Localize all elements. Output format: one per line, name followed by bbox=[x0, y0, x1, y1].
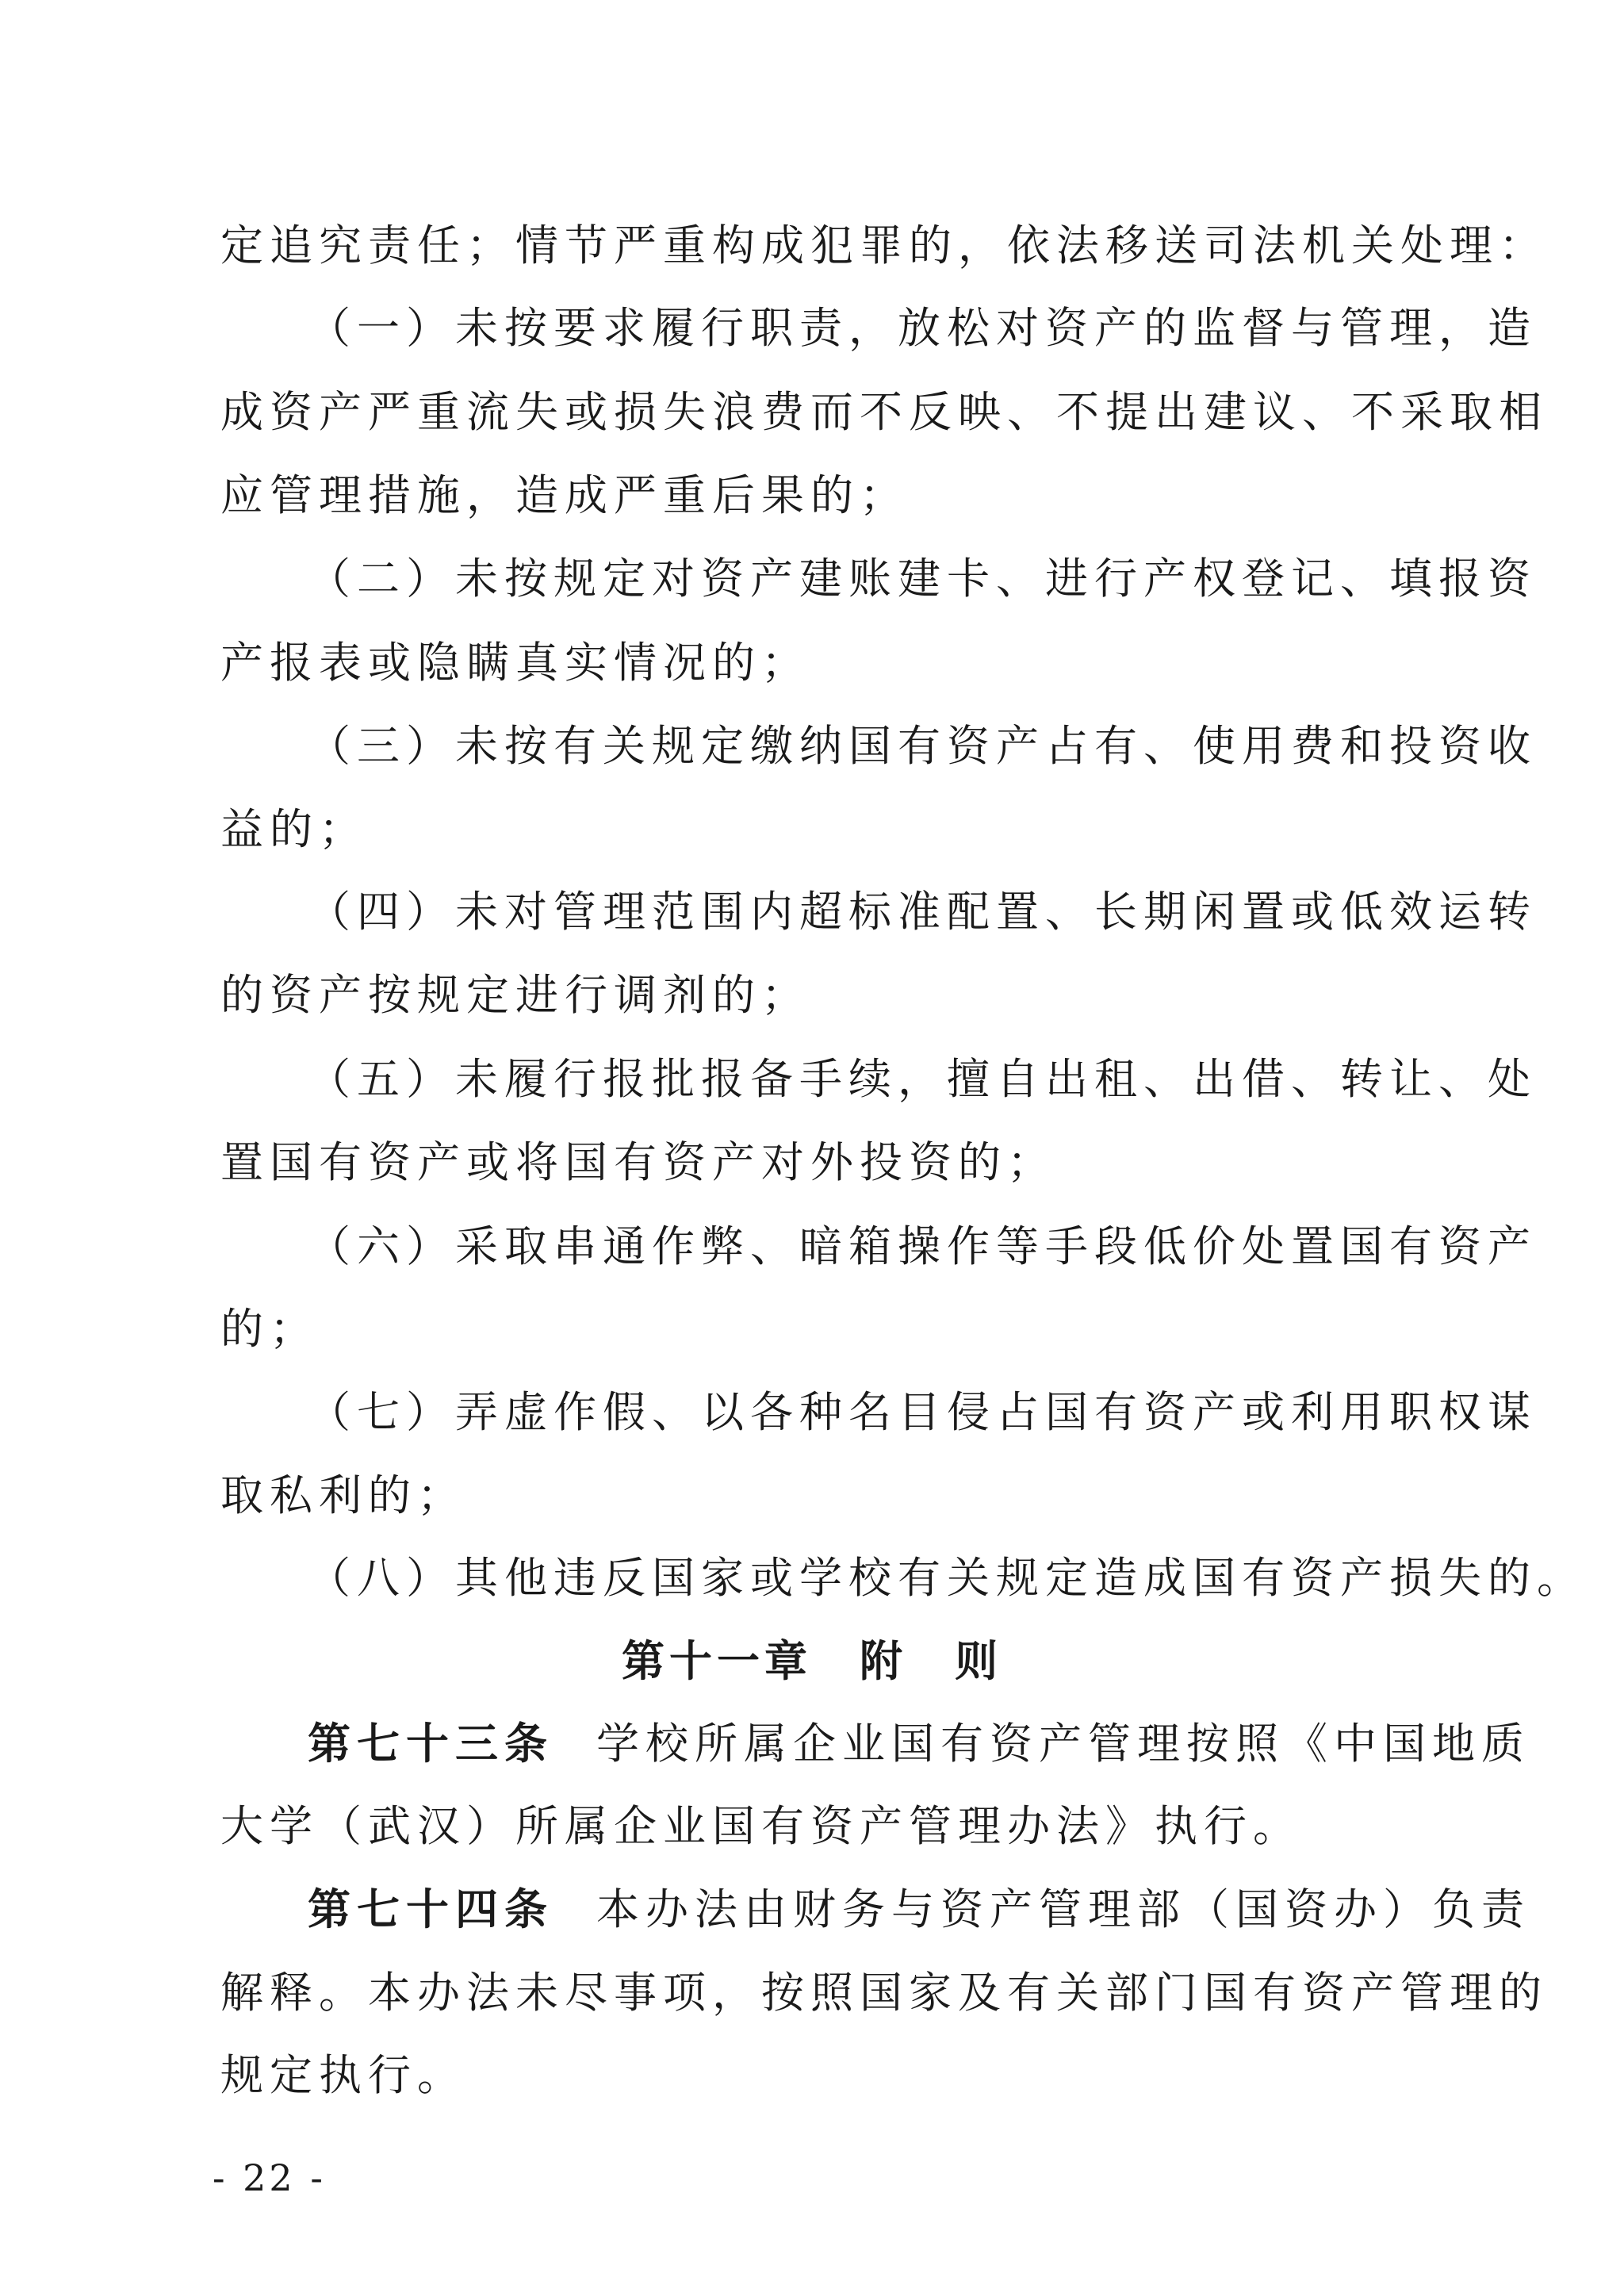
article-text: 本办法由财务与资产管理部（国资办）负责 bbox=[596, 1884, 1530, 1934]
article-number: 第七十四条 bbox=[308, 1884, 553, 1934]
chapter-number: 第十一章 bbox=[622, 1636, 812, 1686]
text-line: 益的； bbox=[220, 804, 368, 854]
article-number: 第七十三条 bbox=[308, 1719, 553, 1769]
text-line: （五）未履行报批报备手续，擅自出租、出借、转让、处 bbox=[308, 1054, 1537, 1104]
text-line: （八）其他违反国家或学校有关规定造成国有资产损失的。 bbox=[308, 1553, 1586, 1603]
text-line: （六）采取串通作弊、暗箱操作等手段低价处置国有资产 bbox=[308, 1221, 1537, 1271]
page-number: - 22 - bbox=[213, 2156, 326, 2199]
article-73 bbox=[308, 1719, 1530, 1769]
article-74 bbox=[308, 1884, 1530, 1935]
text-line: 置国有资产或将国有资产对外投资的； bbox=[220, 1137, 1056, 1187]
text-line: 规定执行。 bbox=[220, 2050, 466, 2100]
text-line: （一）未按要求履行职责，放松对资产的监督与管理，造 bbox=[308, 303, 1537, 353]
text-line: 成资产严重流失或损失浪费而不反映、不提出建议、不采取相 bbox=[220, 387, 1548, 437]
text-line: （四）未对管理范围内超标准配置、长期闲置或低效运转 bbox=[308, 887, 1537, 937]
text-line: 取私利的； bbox=[220, 1470, 466, 1520]
text-line: 的； bbox=[220, 1304, 319, 1354]
chapter-heading bbox=[0, 1636, 1624, 1687]
text-line: 应管理措施，造成严重后果的； bbox=[220, 470, 909, 520]
text-line: （三）未按有关规定缴纳国有资产占有、使用费和投资收 bbox=[308, 721, 1537, 771]
text-line: 定追究责任；情节严重构成犯罪的，依法移送司法机关处理： bbox=[220, 220, 1548, 270]
text-line: 大学（武汉）所属企业国有资产管理办法》执行。 bbox=[220, 1801, 1302, 1851]
text-line: 的资产按规定进行调剂的； bbox=[220, 970, 810, 1020]
text-line: 解释。本办法未尽事项，按照国家及有关部门国有资产管理的 bbox=[220, 1968, 1548, 2018]
text-line: 产报表或隐瞒真实情况的； bbox=[220, 638, 810, 688]
text-line: （二）未按规定对资产建账建卡、进行产权登记、填报资 bbox=[308, 554, 1537, 604]
article-text: 学校所属企业国有资产管理按照《中国地质 bbox=[596, 1719, 1530, 1769]
chapter-title: 附 则 bbox=[860, 1636, 1002, 1686]
text-line: （七）弄虚作假、以各种名目侵占国有资产或利用职权谋 bbox=[308, 1387, 1537, 1437]
